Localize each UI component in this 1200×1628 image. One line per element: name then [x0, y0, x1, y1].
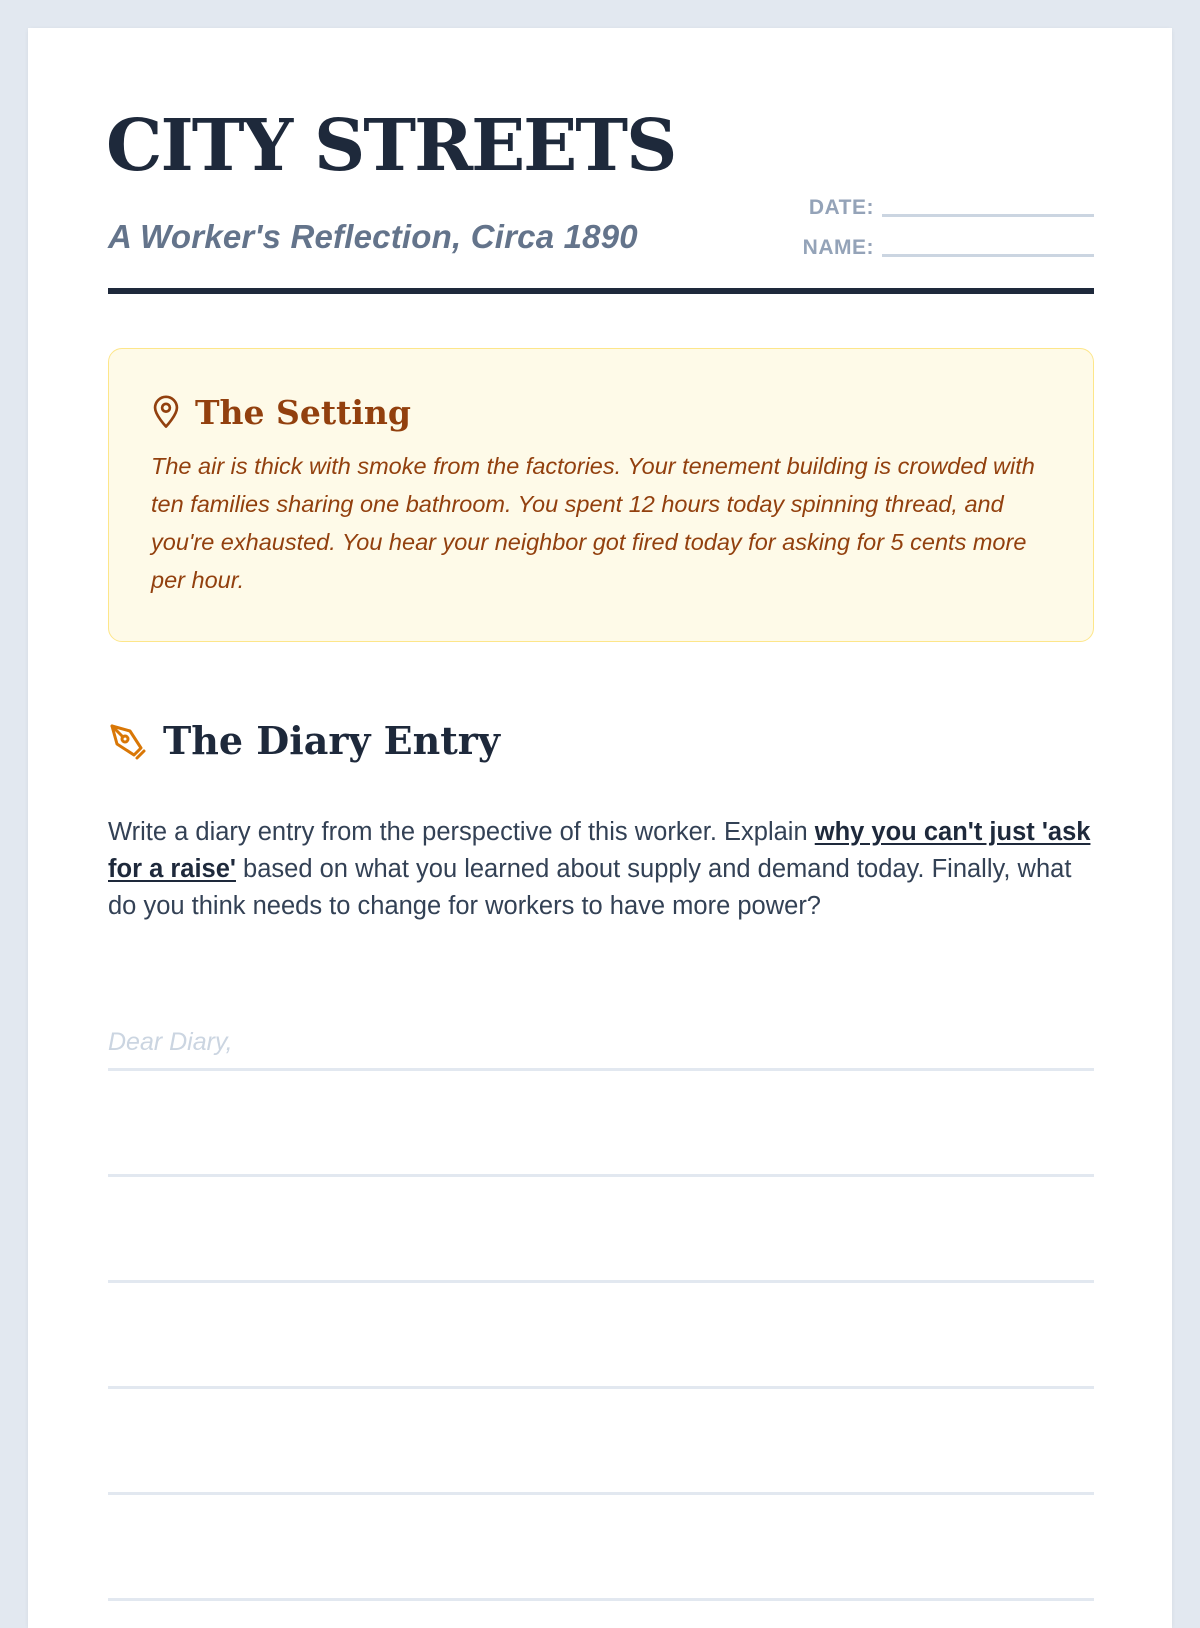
- date-field[interactable]: [882, 214, 1094, 217]
- page-subtitle: A Worker's Reflection, Circa 1890: [108, 218, 638, 255]
- name-row: [764, 228, 1094, 268]
- writing-line[interactable]: [108, 1174, 1094, 1177]
- diary-heading: [108, 718, 708, 768]
- setting-box: [108, 348, 1094, 642]
- header-divider: [108, 288, 1094, 294]
- map-pin-icon: [151, 395, 181, 429]
- writing-line[interactable]: [108, 1386, 1094, 1389]
- date-label: DATE:: [808, 196, 874, 219]
- prompt-text-start: Write a diary entry from the perspective of this worker. Explain: [108, 818, 815, 846]
- diary-prompt: [108, 814, 1094, 925]
- worksheet-page: [28, 28, 1172, 1628]
- worksheet-header: [106, 103, 1094, 294]
- student-info: [764, 188, 1094, 268]
- writing-line[interactable]: [108, 1068, 1094, 1071]
- name-label: NAME:: [802, 236, 874, 259]
- name-field[interactable]: [882, 254, 1094, 257]
- date-row: [764, 188, 1094, 228]
- diary-title: The Diary Entry: [163, 718, 500, 763]
- prompt-emphasis: why you can't just 'ask for a raise': [108, 818, 1091, 883]
- page-title: CITY STREETS: [106, 103, 676, 187]
- setting-description: The air is thick with smoke from the factories. Your tenement building is crowded with ten families sharing one bathroom. You spent 12 hours today spinning thread, and you're exhausted. You hear your neighbor got fired today for asking for 5 cents more per hour.: [151, 453, 1035, 593]
- pen-nib-icon: [108, 722, 148, 762]
- diary-placeholder: Dear Diary,: [108, 1028, 233, 1056]
- setting-title: The Setting: [195, 393, 411, 432]
- writing-line[interactable]: [108, 1492, 1094, 1495]
- prompt-text-end: based on what you learned about supply and demand today. Finally, what do you think needs to change for workers to have more power?: [108, 855, 1072, 920]
- writing-line[interactable]: [108, 1280, 1094, 1283]
